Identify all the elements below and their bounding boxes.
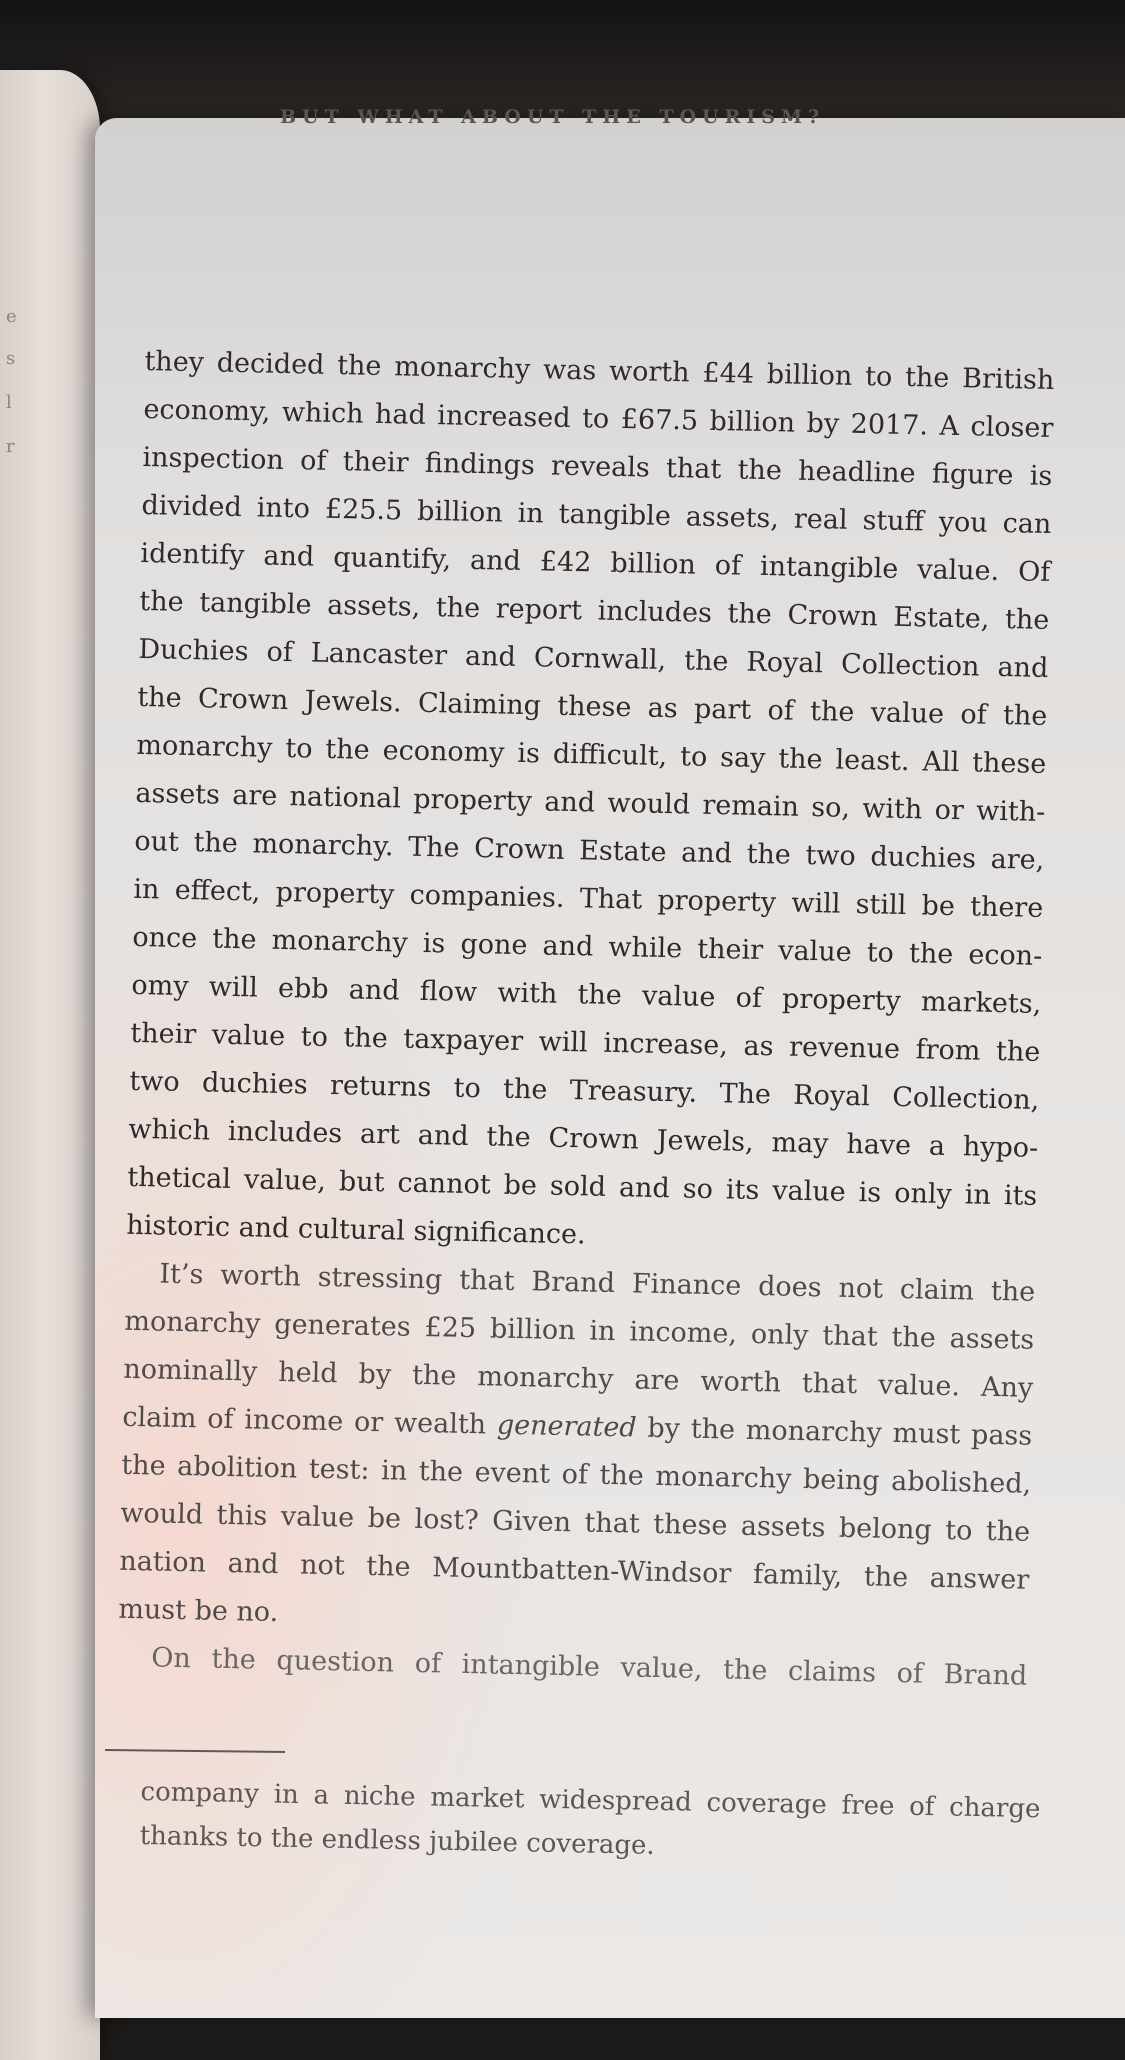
text-segment: by the monarchy must pass	[636, 1412, 1033, 1452]
paragraph-2	[118, 1250, 1036, 1653]
paragraph-1	[126, 338, 1055, 1269]
footnote-rule	[105, 1749, 285, 1753]
text-line: It’s worth stressing that Brand Finance does not claim the	[159, 1258, 1036, 1308]
text-segment: claim of income or wealth	[122, 1401, 498, 1441]
left-page-edge-letter: l	[6, 392, 12, 413]
text-line: once the monarchy is gone and while their value to the econ-	[132, 921, 1043, 972]
text-line: the abolition test: in the event of the monarchy being abolished,	[121, 1449, 1032, 1500]
left-page-edge-letter: r	[6, 436, 15, 457]
text-line: must be no.	[118, 1593, 279, 1629]
text-line: On the question of intangible value, the claims of Brand	[151, 1642, 1028, 1692]
text-line: in effect, property companies. That property will still be there	[133, 873, 1044, 924]
text-line: Duchies of Lancaster and Cornwall, the Royal Collection and	[138, 633, 1049, 684]
footnote-line: thanks to the endless jubilee coverage.	[139, 1820, 656, 1861]
text-line: monarchy to the economy is difficult, to say the least. All these	[136, 729, 1047, 780]
text-line: would this value be lost? Given that these assets belong to the	[120, 1497, 1031, 1548]
text-line: assets are national property and would remain so, with or with-	[135, 777, 1046, 828]
running-head: BUT WHAT ABOUT THE TOURISM?	[280, 106, 826, 128]
body-text	[117, 338, 1055, 1701]
text-line: their value to the taxpayer will increase, as revenue from the	[130, 1017, 1041, 1068]
text-line: the tangible assets, the report includes the Crown Estate, the	[139, 585, 1050, 636]
book-page	[95, 106, 1125, 2018]
text-line: economy, which had increased to £67.5 billion by 2017. A closer	[143, 393, 1054, 445]
text-line: identify and quantify, and £42 billion of intangible value. Of	[140, 537, 1051, 589]
text-line: inspection of their findings reveals that the headline figure is	[142, 441, 1053, 493]
text-line: monarchy generates £25 billion in income, only that the assets	[124, 1305, 1035, 1356]
left-page-edge-letter: s	[6, 348, 16, 369]
text-line: the Crown Jewels. Claiming these as part of the value of the	[137, 681, 1048, 732]
text-line: historic and cultural significance.	[126, 1209, 586, 1251]
footnote-line: company in a niche market widespread coverage free of charge	[140, 1776, 1041, 1825]
text-line: two duchies returns to the Treasury. The Royal Collection,	[129, 1065, 1040, 1116]
text-line: divided into £25.5 billion in tangible assets, real stuff you can	[141, 489, 1052, 541]
text-line: omy will ebb and flow with the value of property markets,	[131, 969, 1042, 1020]
text-line: nominally held by the monarchy are worth that value. Any	[123, 1353, 1034, 1404]
text-line: nation and not the Mountbatten-Windsor family, the answer	[119, 1545, 1030, 1596]
italic-text: generated	[496, 1409, 637, 1444]
left-page	[0, 70, 100, 2060]
text-line: out the monarchy. The Crown Estate and the two duchies are,	[134, 825, 1045, 876]
text-line: they decided the monarchy was worth £44 billion to the British	[144, 345, 1055, 397]
text-line: thetical value, but cannot be sold and so its value is only in its	[127, 1161, 1038, 1212]
left-page-edge-letter: e	[6, 306, 17, 327]
text-line: which includes art and the Crown Jewels, may have a hypo-	[128, 1113, 1039, 1164]
footnote	[139, 1770, 1041, 1875]
